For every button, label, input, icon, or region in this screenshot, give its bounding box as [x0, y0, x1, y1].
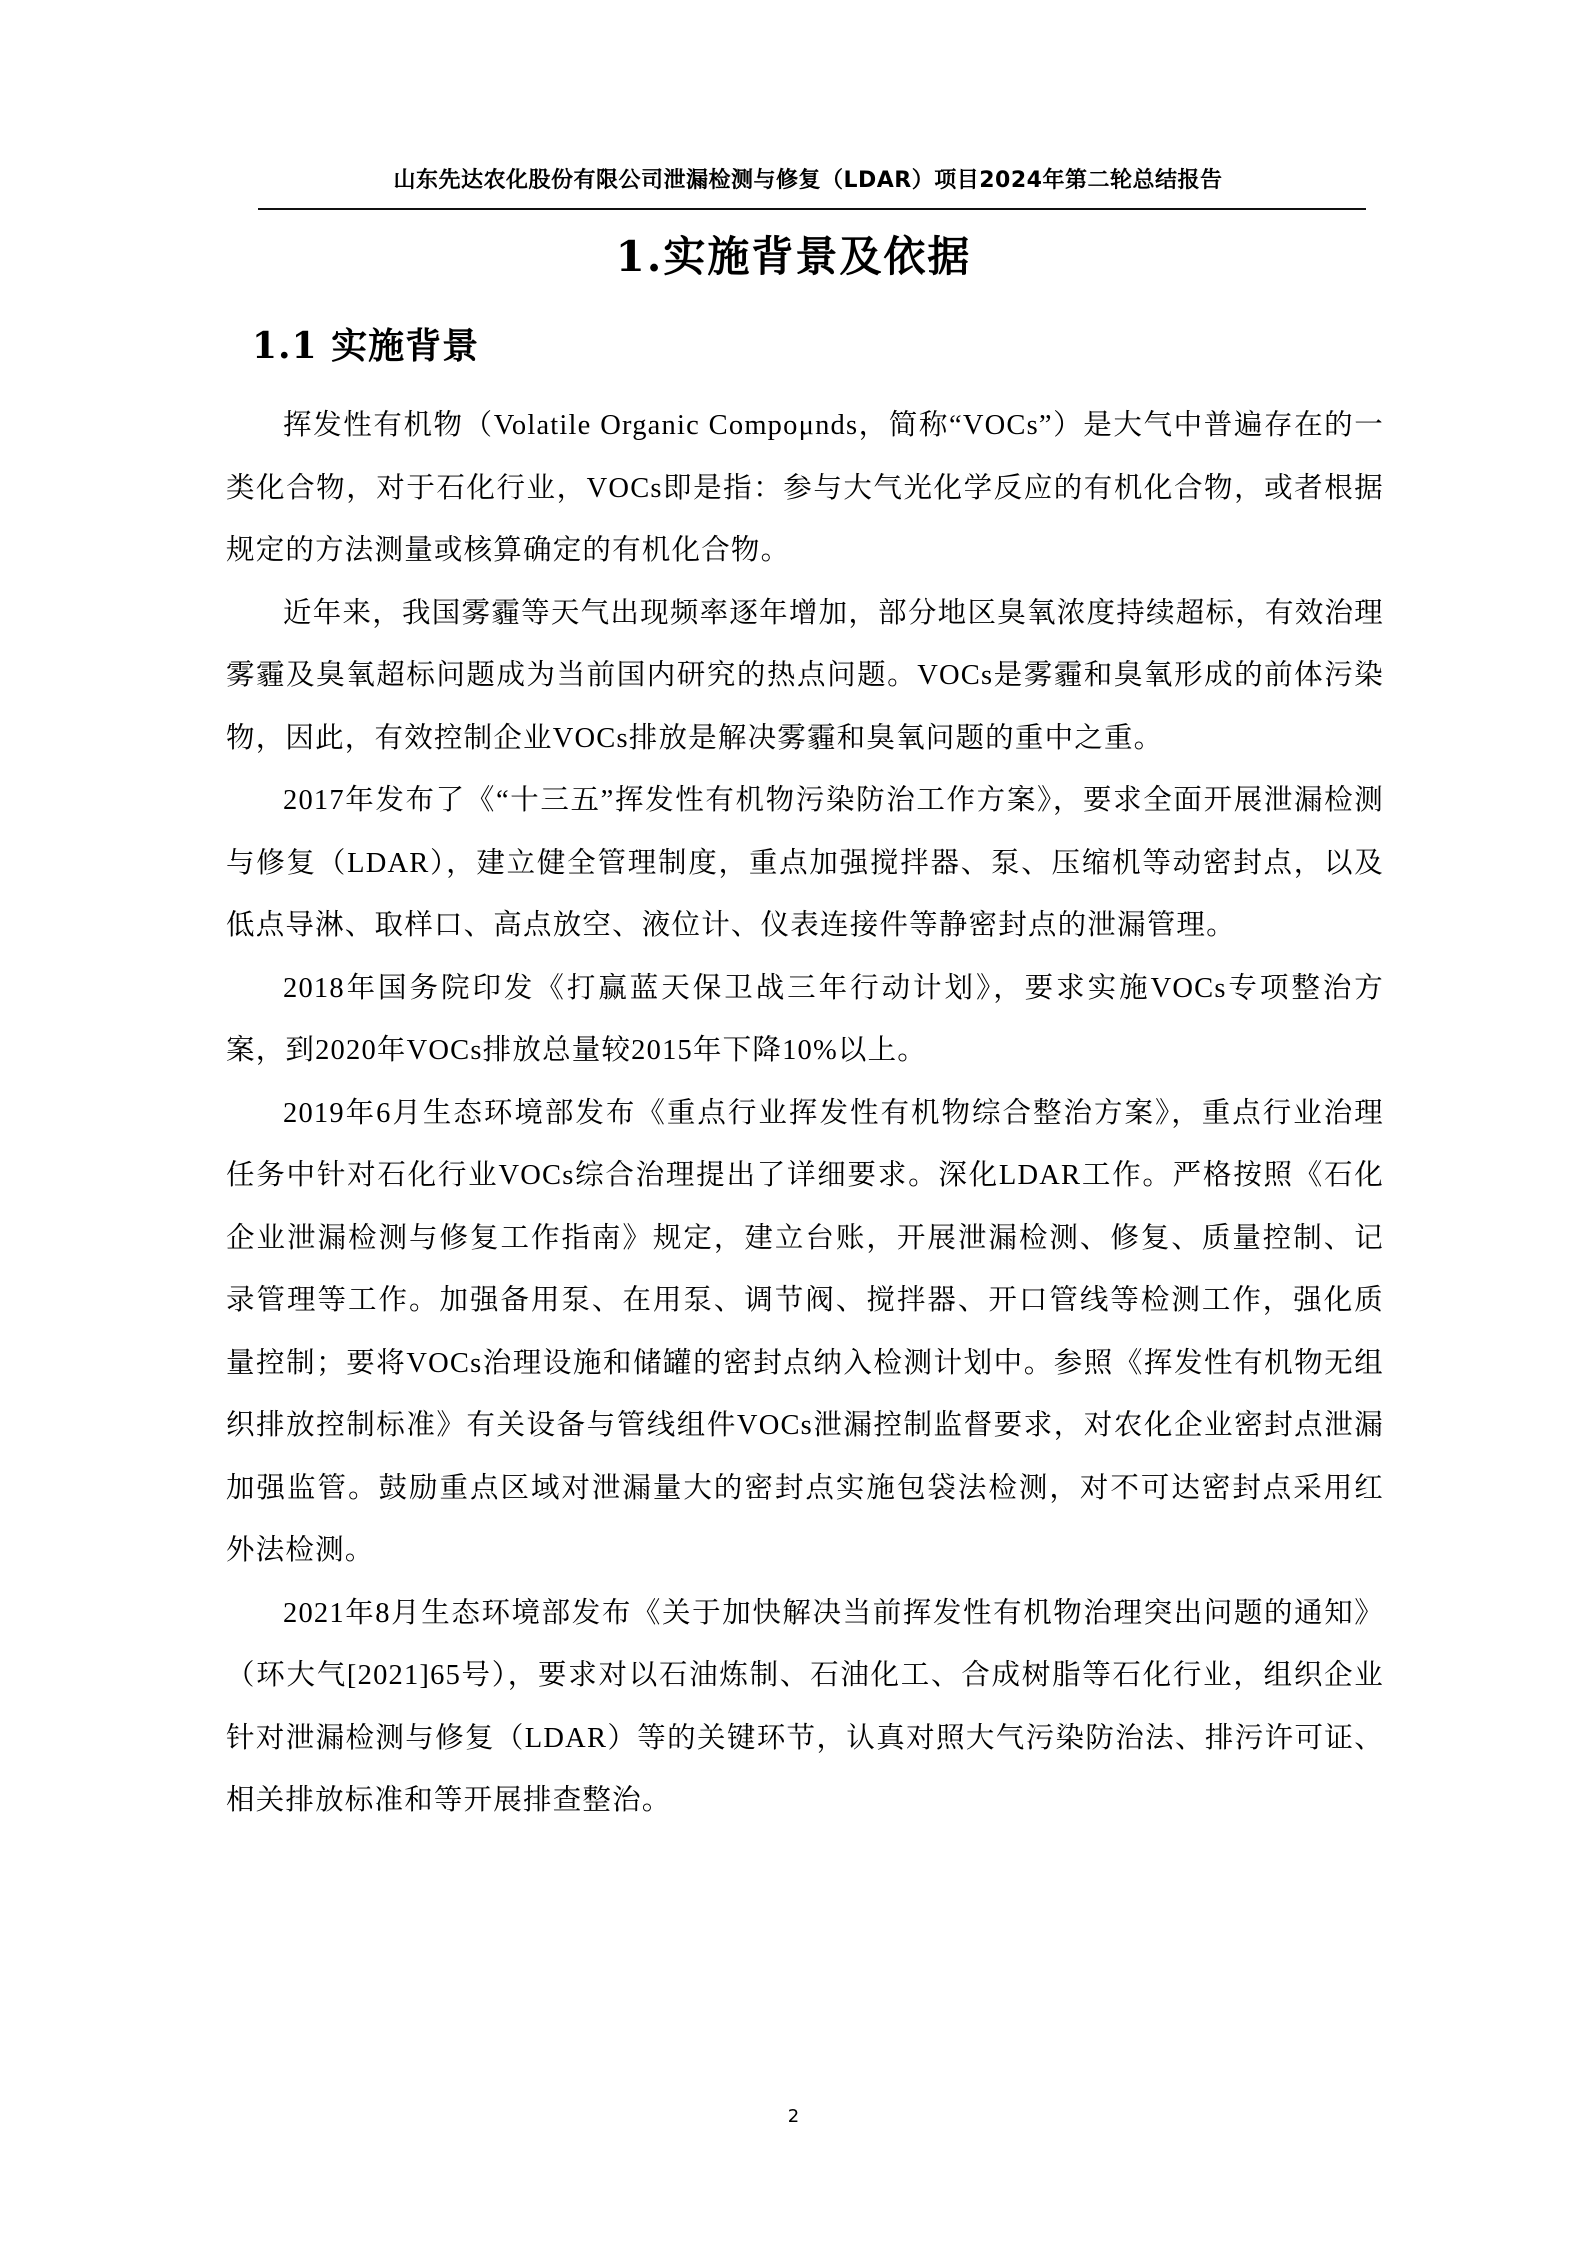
- body-text: [226, 395, 1384, 1833]
- section-title: 1.1 实施背景: [252, 325, 480, 367]
- paragraph-2021-notice: 2021年8月生态环境部发布《关于加快解决当前挥发性有机物治理突出问题的通知》（环大气[2021]65号），要求对以石油炼制、石油化工、合成树脂等石化行业，组织企业针对泄漏检测与修复（LDAR）等的关键环节，认真对照大气污染防治法、排污许可证、相关排放标准和等开展排查整治。: [226, 1597, 1384, 1816]
- chapter-title: 1.实施背景及依据: [615, 232, 972, 281]
- header-divider: [258, 208, 1366, 210]
- paragraph-2019-remediation: 2019年6月生态环境部发布《重点行业挥发性有机物综合整治方案》，重点行业治理任务中针对石化行业VOCs综合治理提出了详细要求。深化LDAR工作。严格按照《石化企业泄漏检测与修复工作指南》规定，建立台账，开展泄漏检测、修复、质量控制、记录管理等工作。加强备用泵、在用泵、调节阀、搅拌器、开口管线等检测工作，强化质量控制；要将VOCs治理设施和储罐的密封点纳入检测计划中。参照《挥发性有机物无组织排放控制标准》有关设备与管线组件VOCs泄漏控制监督要求，对农化企业密封点泄漏加强监管。鼓励重点区域对泄漏量大的密封点实施包袋法检测，对不可达密封点采用红外法检测。: [226, 1097, 1384, 1566]
- running-header: 山东先达农化股份有限公司泄漏检测与修复（LDAR）项目2024年第二轮总结报告: [393, 168, 1223, 193]
- paragraph-haze-ozone: 近年来，我国雾霾等天气出现频率逐年增加，部分地区臭氧浓度持续超标，有效治理雾霾及臭氧超标问题成为当前国内研究的热点问题。VOCs是雾霾和臭氧形成的前体污染物，因此，有效控制企业VOCs排放是解决雾霾和臭氧问题的重中之重。: [226, 597, 1384, 754]
- paragraph-2018-action-plan: 2018年国务院印发《打赢蓝天保卫战三年行动计划》，要求实施VOCs专项整治方案，到2020年VOCs排放总量较2015年下降10%以上。: [226, 972, 1384, 1066]
- paragraph-vocs-definition: 挥发性有机物（Volatile Organic Compoμnds，简称“VOCs”）是大气中普遍存在的一类化合物，对于石化行业，VOCs即是指：参与大气光化学反应的有机化合物，或者根据规定的方法测量或核算确定的有机化合物。: [226, 410, 1384, 566]
- paragraph-2017-plan: 2017年发布了《“十三五”挥发性有机物污染防治工作方案》，要求全面开展泄漏检测与修复（LDAR），建立健全管理制度，重点加强搅拌器、泵、压缩机等动密封点，以及低点导淋、取样口、高点放空、液位计、仪表连接件等静密封点的泄漏管理。: [226, 785, 1384, 941]
- page-number: 2: [787, 2106, 800, 2127]
